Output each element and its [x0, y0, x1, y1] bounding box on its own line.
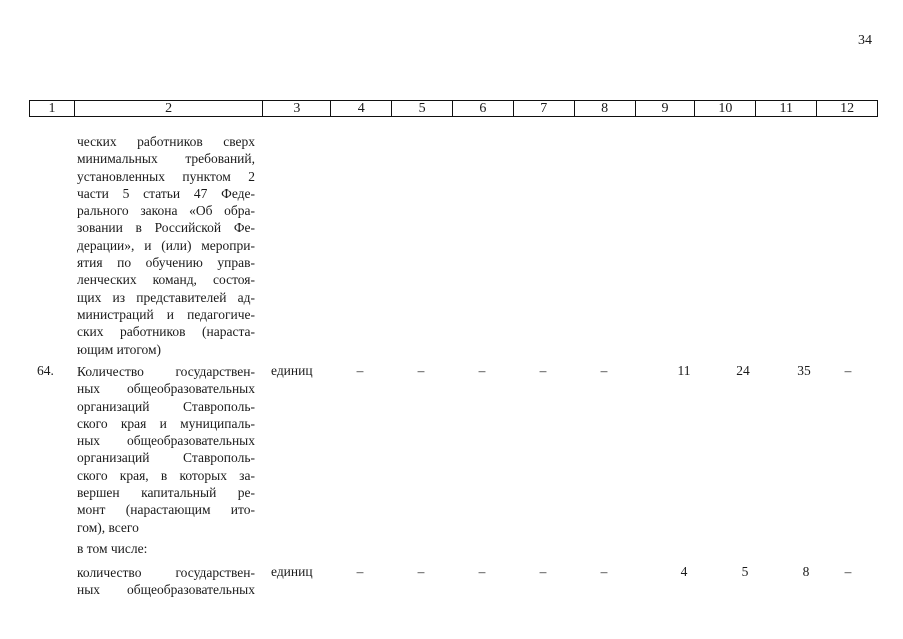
row-64-col-9: 11 — [677, 363, 691, 378]
text-line: монт (нарастающим ито- — [77, 502, 255, 518]
row-64-col-4: – — [356, 363, 364, 378]
row-64-col-6: – — [478, 363, 486, 378]
header-cell-6: 6 — [453, 101, 514, 116]
text-line: количество государствен- — [77, 565, 255, 580]
subrow-col-7: – — [539, 564, 547, 579]
text-line: ющим итогом) — [77, 341, 162, 357]
row-64-col-8: – — [600, 363, 608, 378]
header-cell-7: 7 — [514, 101, 575, 116]
text-line: Количество государствен- — [77, 364, 255, 379]
text-line: установленных пунктом 2 — [77, 168, 255, 184]
page-number: 34 — [858, 33, 872, 48]
text-line: дерации», и (или) меропри- — [77, 237, 255, 253]
header-cell-9: 9 — [636, 101, 696, 116]
subrow-col-5: – — [417, 564, 425, 579]
text-line: организаций Ставрополь- — [77, 398, 255, 414]
header-cell-3: 3 — [263, 101, 331, 116]
row-64-text — [77, 363, 255, 536]
row-64-col-11: 35 — [797, 363, 811, 378]
text-line: ятия по обучению управ- — [77, 255, 255, 271]
text-line: зовании в Российской Фе- — [77, 220, 255, 236]
subrow-col-9: 4 — [680, 564, 688, 579]
text-line: ленческих команд, состоя- — [77, 272, 255, 288]
header-cell-8: 8 — [575, 101, 636, 116]
header-cell-4: 4 — [331, 101, 392, 116]
row-64-col-10: 24 — [736, 363, 750, 378]
row-64-number: 64. — [37, 363, 54, 378]
subrow-col-8: – — [600, 564, 608, 579]
text-line: ных общеобразовательных — [77, 381, 255, 397]
table-header-row — [29, 100, 878, 117]
text-line: рального закона «Об обра- — [77, 203, 255, 219]
subrow-col-10: 5 — [741, 564, 749, 579]
row-64-col-5: – — [417, 363, 425, 378]
row-64-col-7: – — [539, 363, 547, 378]
row-64-unit: единиц — [271, 363, 313, 378]
subrow-unit: единиц — [271, 564, 313, 579]
header-cell-5: 5 — [392, 101, 453, 116]
subrow-col-6: – — [478, 564, 486, 579]
text-line: гом), всего — [77, 519, 139, 535]
subrow-text — [77, 564, 255, 599]
header-cell-10: 10 — [695, 101, 756, 116]
continued-row-text — [77, 133, 255, 358]
subrow-col-12: – — [844, 564, 852, 579]
text-line: министраций и педагогиче- — [77, 306, 255, 322]
text-line: вершен капитальный ре- — [77, 485, 255, 501]
including-label: в том числе: — [77, 541, 148, 556]
text-line: ских работников (нараста- — [77, 324, 255, 340]
text-line: ского края, в которых за- — [77, 467, 255, 483]
header-cell-12: 12 — [840, 101, 855, 116]
text-line: ческих работников сверх — [77, 134, 255, 149]
header-cell-1: 1 — [30, 101, 75, 116]
row-64-col-12: – — [844, 363, 852, 378]
text-line: ных общеобразовательных — [77, 582, 255, 598]
subrow-col-4: – — [356, 564, 364, 579]
text-line: ского края и муниципаль- — [77, 415, 255, 431]
text-line: щих из представителей ад- — [77, 289, 255, 305]
text-line: минимальных требований, — [77, 151, 255, 167]
text-line: части 5 статьи 47 Феде- — [77, 185, 255, 201]
subrow-col-11: 8 — [802, 564, 810, 579]
header-cell-2: 2 — [75, 101, 264, 116]
header-cell-11: 11 — [756, 101, 817, 116]
text-line: организаций Ставрополь- — [77, 450, 255, 466]
text-line: ных общеобразовательных — [77, 433, 255, 449]
